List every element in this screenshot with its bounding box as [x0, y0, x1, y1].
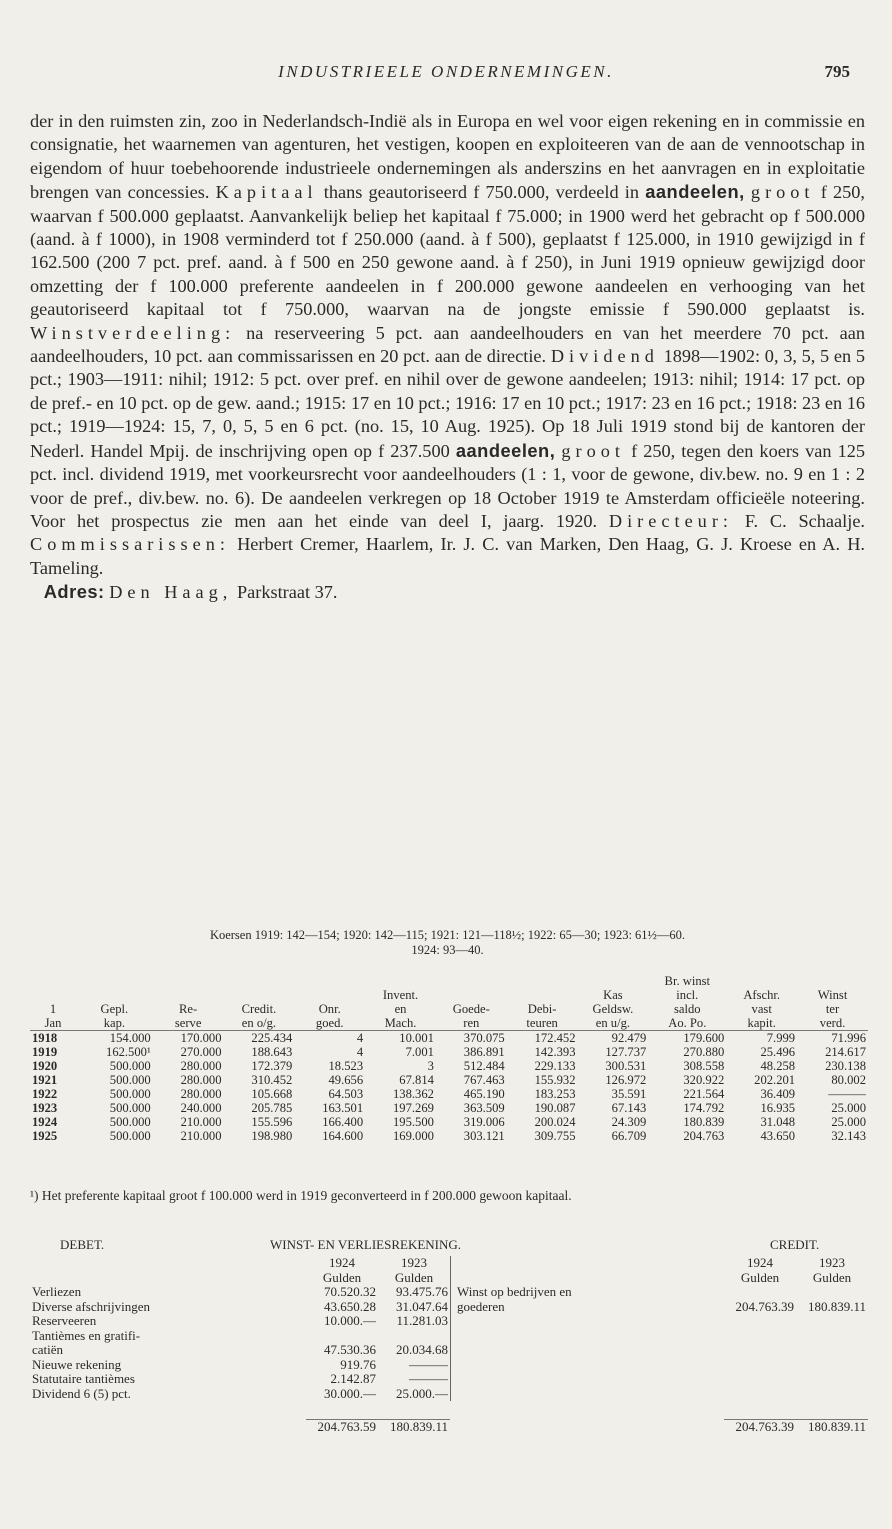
- text-objects: der in den ruimsten zin, zoo in Nederlandsch-Indië als in Europa en wel voor eigen rekening en in commissie en consignatie, het waarnemen van agenturen, het vestigen, koopen en exploiteeren van de aan de vennootschap in eigendom of huur toebehoorende industrieele ondernemingen als anderszins en het aanvragen en in exploitatie brengen van concessies.: [30, 111, 865, 203]
- wv-debet-label: DEBET.: [60, 1237, 105, 1252]
- koersen-block: [30, 928, 865, 958]
- wv-body: [30, 1256, 868, 1401]
- fin-header-cell: [76, 974, 153, 988]
- fin-table-row: [30, 1059, 868, 1073]
- fin-table-row: [30, 1045, 868, 1059]
- fin-cell: 25.000: [831, 1101, 866, 1115]
- fin-header-cell: en: [394, 1002, 407, 1016]
- fin-cell: 35.591: [611, 1087, 647, 1101]
- fin-cell: 210.000: [180, 1115, 222, 1129]
- fin-cell: 309.755: [534, 1129, 576, 1143]
- fin-header-cell: Afschr.: [743, 988, 781, 1002]
- wv-credit-label: goederen: [457, 1298, 505, 1314]
- wv-credit-table: [455, 1256, 868, 1314]
- fin-header-cell: verd.: [797, 1016, 868, 1031]
- wv-debet-years: [30, 1256, 450, 1271]
- koersen-line-2: 1924: 93—40.: [411, 943, 484, 957]
- wv-debet-table: [30, 1256, 450, 1401]
- wv-debet-label: Statutaire tantièmes: [32, 1371, 135, 1386]
- winstverdeeling-label: Winstverdeeling:: [30, 322, 236, 343]
- fin-header-cell: [30, 974, 76, 988]
- fin-cell: 92.479: [611, 1031, 647, 1045]
- fin-header-cell: goed.: [294, 1016, 365, 1031]
- wv-debet-total-1: 204.763.59: [306, 1420, 378, 1435]
- fin-cell: 169.000: [392, 1129, 434, 1143]
- fin-header-cell: [153, 974, 224, 988]
- fin-cell: 767.463: [463, 1073, 505, 1087]
- fin-header-cell: Jan: [30, 1016, 76, 1031]
- wv-credit-unit-2: Gulden: [812, 1269, 852, 1285]
- dividend-label: Dividend: [550, 346, 659, 367]
- fin-cell: 319.006: [463, 1115, 505, 1129]
- fin-header-cell: incl.: [676, 988, 699, 1002]
- fin-cell: 180.839: [683, 1115, 725, 1129]
- fin-cell: 67.143: [611, 1101, 647, 1115]
- text-commissarissen: Herbert Cremer, Haarlem, Ir. J. C. van Marken, Den Haag, G. J. Kroese en A. H. Tameling.: [30, 534, 865, 578]
- kapitaal-label: Kapitaal: [215, 182, 318, 203]
- fin-row-year: 1918: [32, 1031, 58, 1045]
- wv-credit-years: [455, 1256, 868, 1271]
- fin-header-cell: Br. winst: [664, 974, 711, 988]
- fin-cell: 36.409: [760, 1087, 796, 1101]
- fin-header-row: [30, 1016, 868, 1031]
- wv-debet-value: 11.281.03: [396, 1313, 448, 1328]
- winst-verlies-rekening: [30, 1238, 868, 1435]
- fin-row-year: 1920: [32, 1059, 58, 1073]
- fin-cell: 7.001: [405, 1045, 434, 1059]
- wv-title-row: [30, 1238, 868, 1256]
- fin-header-cell: [578, 974, 649, 988]
- fin-cell: 280.000: [180, 1087, 222, 1101]
- fin-header-cell: vast: [751, 1002, 772, 1016]
- fin-cell: 4: [356, 1031, 364, 1045]
- fin-header-row: [30, 1002, 868, 1016]
- fin-table-row: [30, 1101, 868, 1115]
- wv-title: WINST- EN VERLIESREKENING.: [270, 1237, 462, 1252]
- wv-debet-side: [30, 1256, 450, 1401]
- text-kapitaal-history: f 250, waarvan f 500.000 geplaatst. Aanvankelijk beliep het kapitaal f 75.000; in 1900 werd het gebracht op f 500.000 (aand. à f 1000), in 1908 verminderd tot f 250.000 (aand. à f 500), geplaatst f 125.000, in 1910 gewijzigd in f 162.500 (200 7 pct. pref. aand. à f 500 en 250 gewone aand. à f 250), in Juni 1919 opnieuw gewijzigd door omzetting der f 100.000 preferente aandeelen in f 200.000 gewone aandeelen en verhooging van het geautoriseerd kapitaal tot f 750.000, waarvan na de jongste emissie f 590.000 geplaatst is.: [30, 182, 865, 320]
- wv-credit-total-1: 204.763.39: [724, 1420, 796, 1435]
- fin-cell: 154.000: [109, 1031, 151, 1045]
- wv-debet-row: [30, 1285, 450, 1300]
- fin-cell: 198.980: [251, 1129, 293, 1143]
- fin-header-cell: kapit.: [726, 1016, 797, 1031]
- wv-debet-value: 25.000.—: [396, 1385, 448, 1401]
- fin-header-cell: Onr.: [318, 1002, 341, 1016]
- fin-header-cell: [224, 988, 295, 1002]
- fin-table-row: [30, 1115, 868, 1129]
- fin-cell: 3: [427, 1059, 434, 1073]
- fin-cell: 18.523: [328, 1059, 364, 1073]
- text-winstverdeeling: na reserveering 5 pct. aan aandeelhouders en van het meerdere 70 pct. aan aandeelhouders, 10 pct. aan commissarissen en 20 pct. aan de directie.: [30, 322, 865, 367]
- fin-cell: 202.201: [754, 1073, 796, 1087]
- fin-row-year: 1925: [32, 1129, 58, 1143]
- fin-cell: 67.814: [399, 1073, 434, 1087]
- wv-credit-value: 204.763.39: [735, 1298, 794, 1314]
- fin-cell: ———: [828, 1087, 866, 1101]
- fin-cell: 163.501: [322, 1101, 364, 1115]
- fin-cell: 303.121: [463, 1129, 505, 1143]
- wv-debet-value: 47.530.36: [324, 1342, 376, 1357]
- fin-cell: 500.000: [109, 1059, 151, 1073]
- wv-credit-year-2: 1923: [819, 1255, 845, 1270]
- wv-debet-row: [30, 1343, 450, 1358]
- fin-header-cell: teuren: [507, 1016, 578, 1031]
- fin-cell: 500.000: [109, 1073, 151, 1087]
- wv-debet-label: Diverse afschrijvingen: [32, 1298, 151, 1314]
- fin-cell: 370.075: [463, 1031, 505, 1045]
- wv-debet-row: [30, 1329, 450, 1344]
- fin-cell: 126.972: [605, 1073, 647, 1087]
- wv-debet-unit-2: Gulden: [394, 1269, 434, 1285]
- fin-cell: 105.668: [251, 1087, 293, 1101]
- fin-cell: 230.138: [825, 1059, 866, 1073]
- fin-cell: 280.000: [180, 1059, 222, 1073]
- fin-cell: 155.596: [251, 1115, 293, 1129]
- fin-cell: 500.000: [109, 1101, 151, 1115]
- groot-label-2: groot: [561, 440, 625, 461]
- wv-debet-label: Nieuwe rekening: [32, 1356, 122, 1372]
- aandeelen-label-1: aandeelen,: [645, 181, 745, 203]
- wv-debet-rows: [30, 1285, 450, 1401]
- wv-debet-label: Verliezen: [32, 1284, 82, 1299]
- wv-credit-total: [450, 1419, 868, 1435]
- wv-debet-label: Tantièmes en gratifi-: [32, 1327, 141, 1343]
- wv-debet-value: 2.142.87: [330, 1371, 376, 1386]
- wv-debet-label: catiën: [32, 1342, 64, 1357]
- fin-cell: 24.309: [611, 1115, 647, 1129]
- wv-credit-label: Winst op bedrijven en: [457, 1284, 572, 1299]
- wv-debet-value: 20.034.68: [396, 1342, 448, 1357]
- fin-header-cell: [436, 988, 507, 1002]
- fin-header-cell: Goede-: [452, 1002, 490, 1016]
- fin-header-cell: saldo: [674, 1002, 701, 1016]
- wv-credit-side: [450, 1256, 868, 1401]
- fin-header-cell: [365, 974, 436, 988]
- fin-header-cell: Ao. Po.: [648, 1016, 726, 1031]
- wv-credit-year-1: 1924: [747, 1255, 773, 1270]
- fin-cell: 229.133: [534, 1059, 576, 1073]
- fin-cell: 127.737: [605, 1045, 647, 1059]
- fin-header-cell: [797, 974, 868, 988]
- financial-table-body: [30, 1031, 868, 1144]
- wv-debet-value: 31.047.64: [396, 1298, 448, 1314]
- fin-header-cell: Credit.: [241, 1002, 277, 1016]
- fin-row-year: 1922: [32, 1087, 58, 1101]
- main-paragraph: [30, 110, 865, 580]
- wv-debet-value: 43.650.28: [324, 1298, 376, 1314]
- wv-debet-value: ———: [409, 1371, 448, 1386]
- fin-cell: 138.362: [392, 1087, 434, 1101]
- page-number: 795: [824, 62, 850, 81]
- fin-header-cell: en o/g.: [224, 1016, 295, 1031]
- fin-header-cell: [76, 988, 153, 1002]
- wv-debet-value: 10.000.—: [324, 1313, 376, 1328]
- fin-cell: 363.509: [463, 1101, 505, 1115]
- fin-cell: 80.002: [831, 1073, 866, 1087]
- wv-debet-value: [378, 1329, 450, 1344]
- text-emission: f 250, tegen den koers van 125 pct. incl. dividend 1919, met voorkeursrecht voor aandeelhouders (1 : 1, voor de gewone, div.bew. no. 9 en 1 : 2 voor de pref., div.bew. no. 6). De aandeelen verkregen op 18 October 1919 te Amsterdam officieële noteering. Voor het prospectus zie men aan het einde van deel I, jaarg. 1920.: [30, 440, 865, 531]
- wv-debet-label: Reserveeren: [32, 1313, 97, 1328]
- fin-cell: 172.452: [534, 1031, 576, 1045]
- fin-cell: 240.000: [180, 1101, 222, 1115]
- fin-cell: 512.484: [463, 1059, 505, 1073]
- fin-header-cell: [294, 974, 365, 988]
- fin-cell: 465.190: [463, 1087, 505, 1101]
- fin-cell: 4: [356, 1045, 364, 1059]
- wv-debet-year-1: 1924: [329, 1255, 355, 1270]
- fin-cell: 43.650: [760, 1129, 796, 1143]
- fin-cell: 204.763: [683, 1129, 725, 1143]
- adres-line: [30, 580, 865, 604]
- wv-credit-total-2: 180.839.11: [796, 1420, 868, 1435]
- footnote-text: ¹) Het preferente kapitaal groot f 100.000 werd in 1919 geconverteerd in f 200.000 gewoon kapitaal.: [30, 1188, 572, 1203]
- wv-debet-row: [30, 1372, 450, 1387]
- fin-cell: 280.000: [180, 1073, 222, 1087]
- wv-debet-value: 30.000.—: [324, 1385, 376, 1401]
- wv-debet-value: [306, 1329, 378, 1344]
- fin-cell: 32.143: [831, 1129, 866, 1143]
- fin-cell: 164.600: [322, 1129, 364, 1143]
- wv-credit-value: 180.839.11: [807, 1298, 866, 1314]
- wv-debet-row: [30, 1387, 450, 1402]
- wv-debet-label: Dividend 6 (5) pct.: [32, 1385, 131, 1401]
- text-dividend: 1898—1902: 0, 3, 5, 5 en 5 pct.; 1903—1911: nihil; 1912: 5 pct. over pref. en nihil over de gewone aandeelen; 1913: nihil; 1914: 17 pct. op de pref.- en 10 pct. op de gew. aand.; 1915: 17 en 10 pct.; 1916: 17 en 10 pct.; 1917: 23 en 16 pct.; 1918: 23 en 16 pct.; 1919—1924: 15, 7, 0, 5, 5 en 6 pct. (no. 15, 10 Aug. 1925). Op 18 Juli 1919 stond bij de kantoren der Nederl. Handel Mpij. de inschrijving open op f 237.500: [30, 346, 866, 461]
- wv-debet-value: 93.475.76: [396, 1284, 448, 1299]
- fin-header-cell: [224, 974, 295, 988]
- fin-header-cell: Gepl.: [100, 1002, 129, 1016]
- fin-header-cell: serve: [153, 1016, 224, 1031]
- fin-cell: 500.000: [109, 1115, 151, 1129]
- wv-debet-units: [30, 1271, 450, 1286]
- running-header: [0, 62, 892, 88]
- fin-cell: 214.617: [825, 1045, 866, 1059]
- commissarissen-label: Commissarissen:: [30, 534, 230, 555]
- fin-cell: 225.434: [251, 1031, 293, 1045]
- fin-cell: 221.564: [683, 1087, 725, 1101]
- fin-cell: 10.001: [399, 1031, 434, 1045]
- wv-credit-rows: [455, 1285, 868, 1314]
- wv-debet-year-2: 1923: [401, 1255, 427, 1270]
- wv-totals: [30, 1419, 868, 1435]
- fin-cell: 25.496: [760, 1045, 796, 1059]
- fin-cell: 7.999: [766, 1031, 796, 1045]
- fin-header-cell: [507, 988, 578, 1002]
- wv-credit-unit-1: Gulden: [740, 1269, 780, 1285]
- wv-credit-value: [796, 1285, 868, 1300]
- fin-header-cell: ter: [825, 1002, 840, 1016]
- wv-credit-value: [724, 1285, 796, 1300]
- groot-label-1: groot: [750, 182, 815, 203]
- fin-table-row: [30, 1031, 868, 1046]
- fin-cell: 500.000: [109, 1129, 151, 1143]
- fin-table-row: [30, 1073, 868, 1087]
- fin-cell: 174.792: [683, 1101, 725, 1115]
- fin-cell: 205.785: [251, 1101, 293, 1115]
- fin-header-cell: Invent.: [382, 988, 419, 1002]
- fin-cell: 66.709: [611, 1129, 647, 1143]
- fin-cell: 170.000: [180, 1031, 222, 1045]
- fin-header-cell: Geldsw.: [592, 1002, 634, 1016]
- fin-cell: 71.996: [831, 1031, 866, 1045]
- wv-debet-row: [30, 1314, 450, 1329]
- company-description: [30, 110, 865, 605]
- fin-header-cell: en u/g.: [578, 1016, 649, 1031]
- directeur-label: Directeur:: [608, 510, 733, 531]
- fin-cell: 310.452: [251, 1073, 293, 1087]
- fin-table-row: [30, 1129, 868, 1143]
- wv-debet-total-2: 180.839.11: [378, 1420, 450, 1435]
- fin-header-cell: [726, 974, 797, 988]
- wv-debet-value: 919.76: [340, 1356, 376, 1372]
- fin-cell: 195.500: [392, 1115, 434, 1129]
- fin-cell: 179.600: [683, 1031, 725, 1045]
- wv-debet-value: 70.520.32: [324, 1284, 376, 1299]
- text-kapitaal: thans geautoriseerd f 750.000, verdeeld in: [323, 182, 640, 203]
- fin-header-cell: 1: [49, 1002, 57, 1016]
- fin-row-year: 1923: [32, 1101, 58, 1115]
- wv-credit-label: CREDIT.: [770, 1237, 820, 1252]
- fin-cell: 162.500¹: [106, 1045, 151, 1059]
- aandeelen-label-2: aandeelen,: [455, 439, 556, 461]
- footnote: [30, 1188, 865, 1203]
- fin-cell: 16.935: [760, 1101, 796, 1115]
- adres-city: Den Haag,: [109, 582, 233, 603]
- fin-cell: 200.024: [534, 1115, 576, 1129]
- fin-row-year: 1921: [32, 1073, 58, 1087]
- fin-cell: 270.880: [683, 1045, 725, 1059]
- wv-credit-units: [455, 1271, 868, 1286]
- wv-debet-value: ———: [409, 1356, 448, 1372]
- fin-header-cell: Debi-: [527, 1002, 557, 1016]
- fin-header-cell: Re-: [179, 1002, 198, 1016]
- fin-header-cell: ren: [436, 1016, 507, 1031]
- fin-cell: 25.000: [831, 1115, 866, 1129]
- wv-debet-unit-1: Gulden: [322, 1269, 362, 1285]
- fin-cell: 320.922: [683, 1073, 725, 1087]
- fin-cell: 166.400: [322, 1115, 364, 1129]
- adres-street: Parkstraat 37.: [236, 582, 338, 603]
- fin-header-cell: Winst: [817, 988, 848, 1002]
- fin-cell: 31.048: [760, 1115, 796, 1129]
- wv-debet-row: [30, 1358, 450, 1373]
- fin-header-cell: kap.: [76, 1016, 153, 1031]
- fin-cell: 308.558: [683, 1059, 725, 1073]
- koersen-line-1: Koersen 1919: 142—154; 1920: 142—115; 1921: 121—118½; 1922: 65—30; 1923: 61½—60.: [209, 928, 686, 942]
- text-directeur: F. C. Schaalje.: [744, 510, 865, 531]
- adres-label: Adres:: [43, 581, 105, 603]
- fin-header-cell: [294, 988, 365, 1002]
- fin-header-row: [30, 988, 868, 1002]
- fin-cell: 64.503: [328, 1087, 364, 1101]
- fin-cell: 197.269: [392, 1101, 434, 1115]
- running-title: INDUSTRIEELE ONDERNEMINGEN.: [278, 62, 614, 81]
- fin-cell: 500.000: [109, 1087, 151, 1101]
- fin-row-year: 1919: [32, 1045, 58, 1059]
- fin-cell: 142.393: [534, 1045, 576, 1059]
- fin-row-year: 1924: [32, 1115, 58, 1129]
- fin-header-cell: [30, 988, 76, 1002]
- fin-cell: 172.379: [251, 1059, 293, 1073]
- wv-debet-row: [30, 1300, 450, 1315]
- fin-table-row: [30, 1087, 868, 1101]
- fin-cell: 300.531: [605, 1059, 647, 1073]
- financial-table-header: [30, 974, 868, 1031]
- wv-debet-total: [30, 1419, 450, 1435]
- fin-cell: 155.932: [534, 1073, 576, 1087]
- fin-header-cell: Mach.: [365, 1016, 436, 1031]
- fin-header-row: [30, 974, 868, 988]
- fin-cell: 188.643: [251, 1045, 293, 1059]
- fin-cell: 49.656: [328, 1073, 364, 1087]
- fin-cell: 386.891: [463, 1045, 505, 1059]
- fin-cell: 48.258: [760, 1059, 796, 1073]
- fin-cell: 270.000: [180, 1045, 222, 1059]
- wv-credit-row: [455, 1285, 868, 1300]
- fin-cell: 210.000: [180, 1129, 222, 1143]
- fin-header-cell: [153, 988, 224, 1002]
- fin-cell: 190.087: [534, 1101, 576, 1115]
- fin-header-cell: [436, 974, 507, 988]
- fin-header-cell: [507, 974, 578, 988]
- wv-credit-row: [455, 1300, 868, 1315]
- financial-table: [30, 974, 868, 1143]
- fin-header-cell: Kas: [603, 988, 623, 1002]
- fin-cell: 183.253: [534, 1087, 576, 1101]
